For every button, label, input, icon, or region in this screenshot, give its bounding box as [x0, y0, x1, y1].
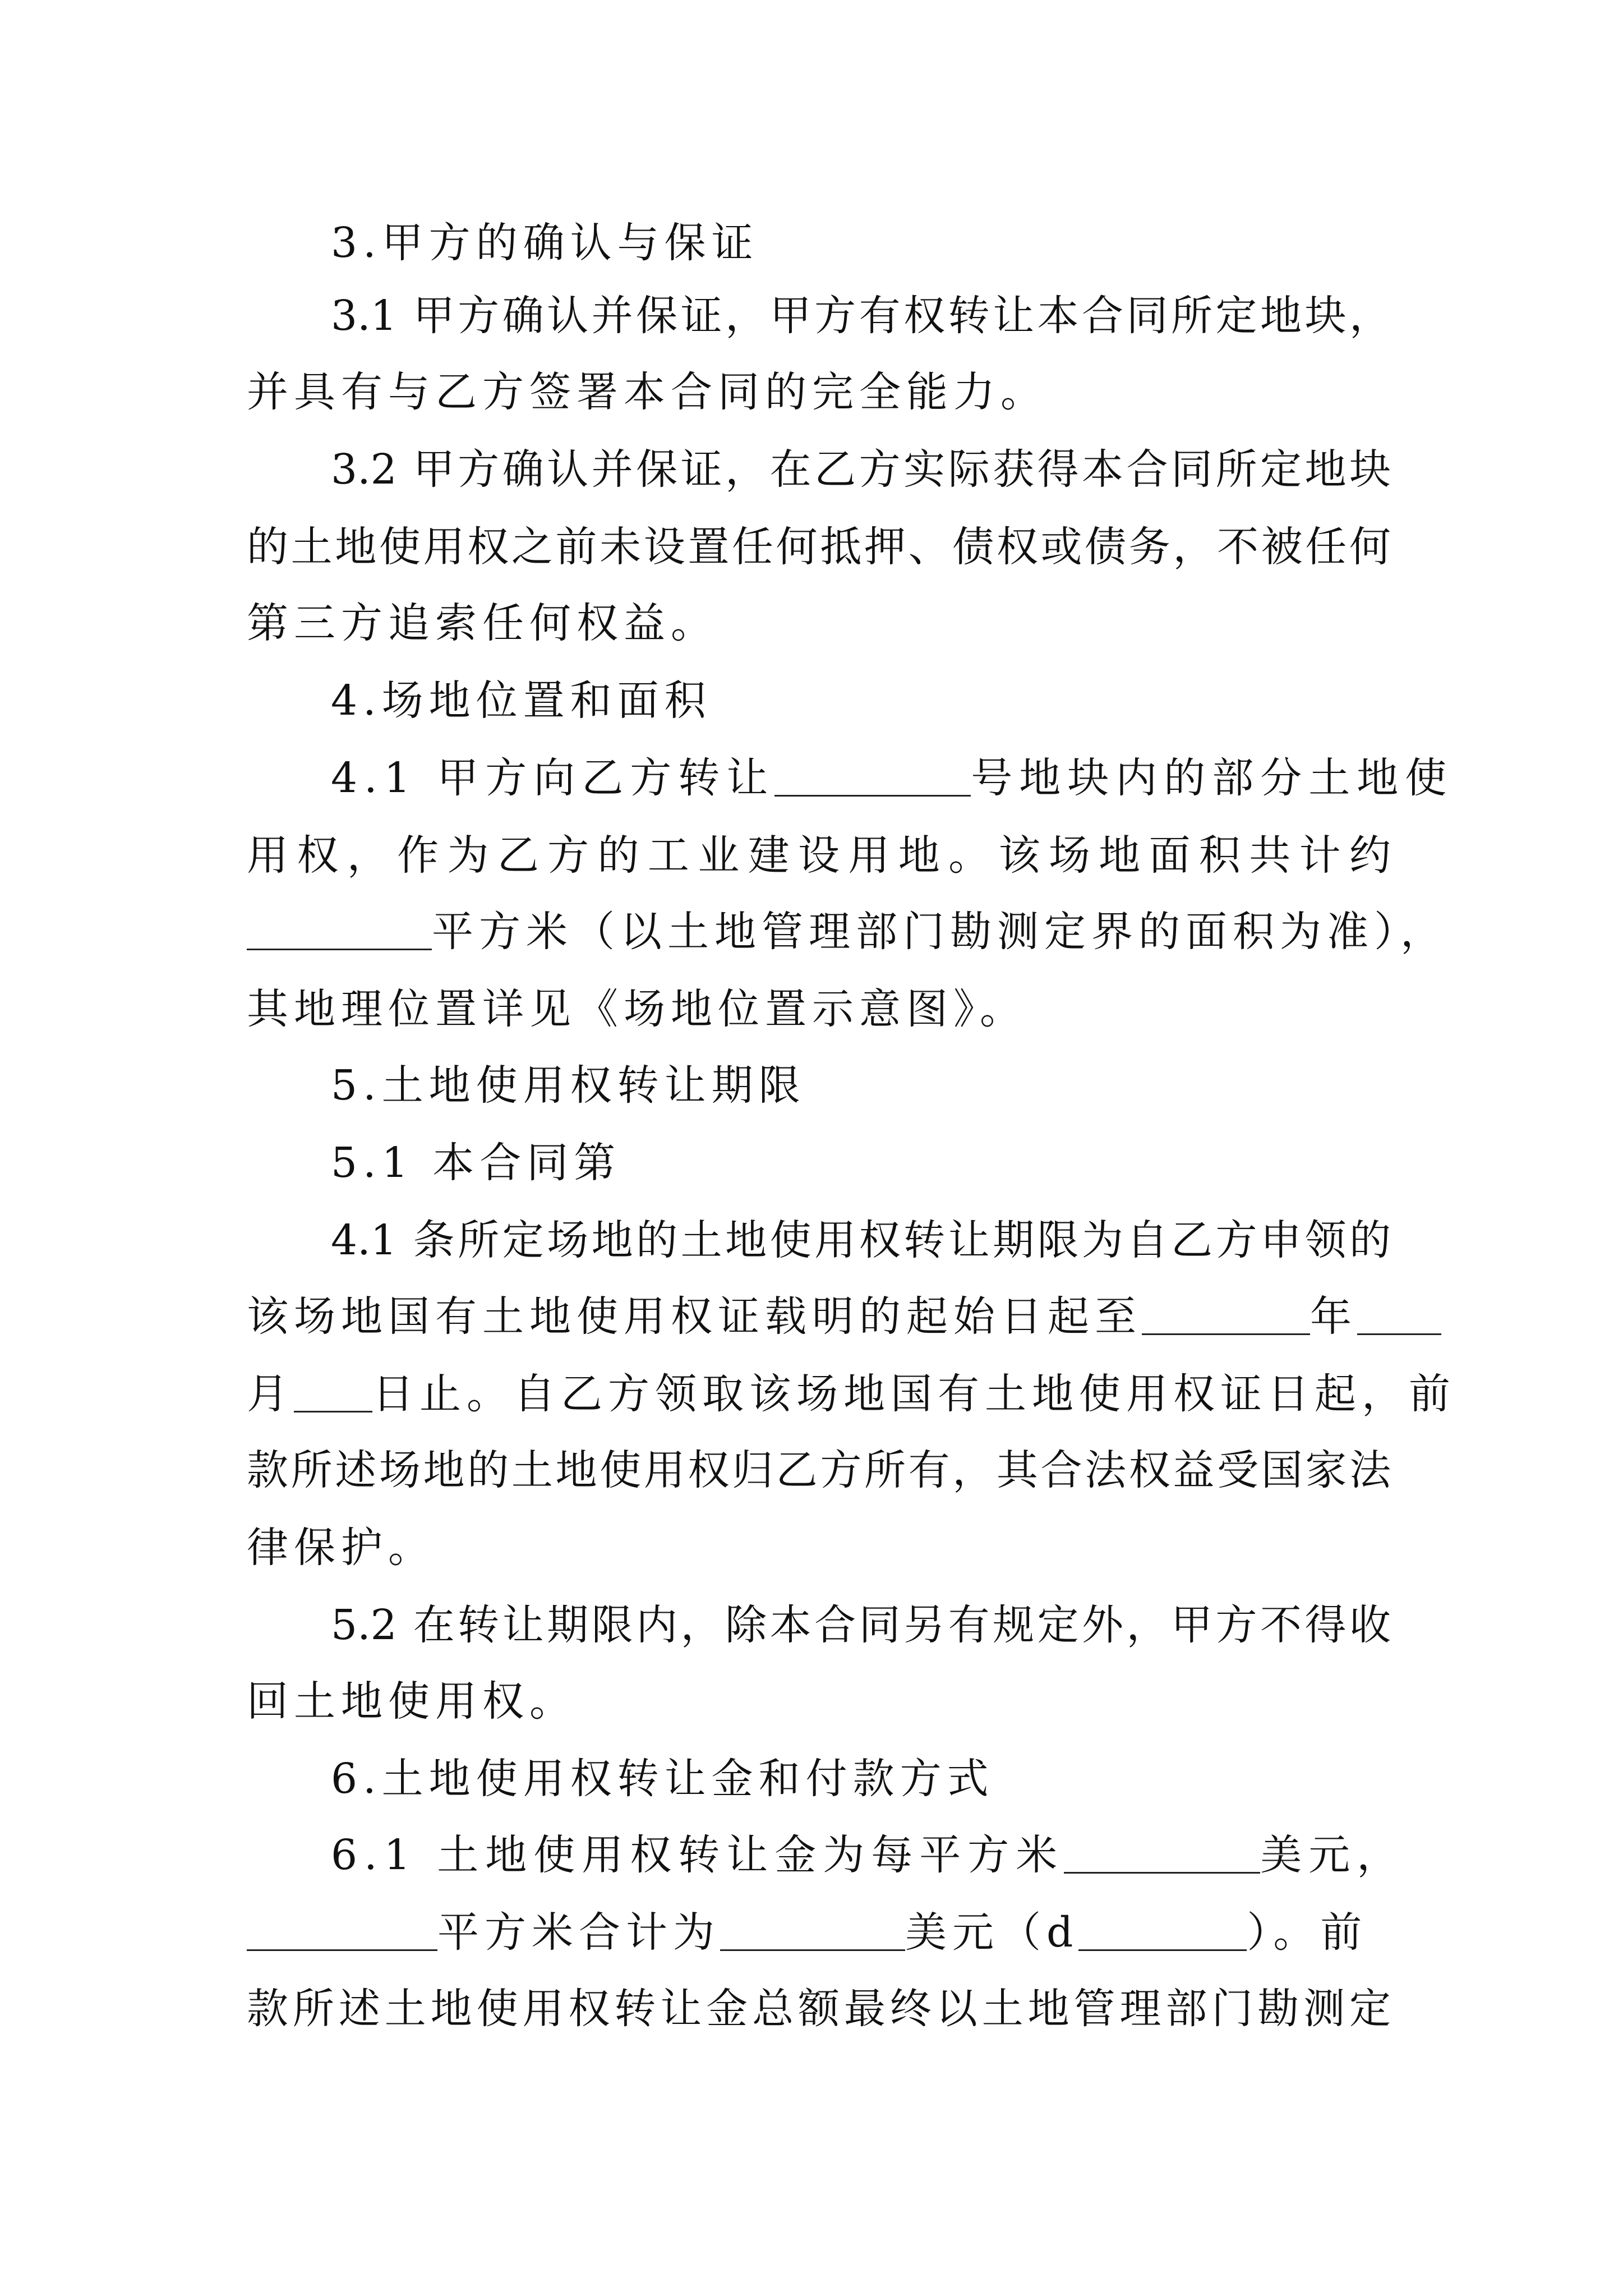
fill-blank-year[interactable]	[1142, 1292, 1310, 1335]
clause-3-2-line-3	[247, 592, 1391, 654]
clause-5-1-line-2	[331, 1209, 1391, 1271]
line-text: 5.土地使用权转让期限	[331, 1061, 806, 1110]
fill-blank-month[interactable]	[1357, 1292, 1441, 1335]
clause-5-1-line-1	[331, 1132, 1391, 1194]
line-text: 4.1 条所定场地的土地使用权转让期限为自乙方申领的	[331, 1216, 1391, 1264]
section-heading-6	[331, 1748, 1391, 1810]
line-text: 美元，	[1260, 1831, 1405, 1879]
section-heading-3	[331, 212, 1391, 274]
clause-5-2-line-2	[247, 1671, 1391, 1732]
section-heading-5	[331, 1055, 1391, 1116]
line-text: 3.2 甲方确认并保证，在乙方实际获得本合同所定地块	[331, 445, 1391, 494]
line-text: 平方米合计为	[437, 1908, 720, 1957]
line-text: 美元（d	[905, 1908, 1079, 1957]
line-text: 其地理位置详见《场地位置示意图》。	[247, 985, 1027, 1033]
line-text: 平方米（以土地管理部门勘测定界的面积为准），	[432, 908, 1447, 956]
clause-5-2-line-1	[331, 1594, 1391, 1656]
fill-blank-day[interactable]	[294, 1369, 372, 1412]
clause-3-2-line-1	[331, 439, 1391, 500]
line-text: 回土地使用权。	[247, 1677, 577, 1726]
line-text: 4.1 甲方向乙方转让	[331, 754, 775, 802]
line-text: 6.1 土地使用权转让金为每平方米	[331, 1831, 1064, 1879]
line-text: 3.甲方的确认与保证	[331, 219, 759, 267]
clause-3-2-line-2	[247, 516, 1391, 578]
line-text: 第三方追索任何权益。	[247, 599, 718, 647]
clause-6-1-line-3	[247, 1978, 1391, 2040]
line-text: 6.土地使用权转让金和付款方式	[331, 1755, 994, 1803]
line-text: 用权，作为乙方的工业建设用地。该场地面积共计约	[247, 831, 1391, 880]
clause-6-1-line-1	[331, 1824, 1405, 1886]
clause-4-1-line-3	[247, 901, 1447, 963]
clause-5-1-line-5	[247, 1439, 1391, 1501]
line-text: 款所述土地使用权转让金总额最终以土地管理部门勘测定	[247, 1985, 1391, 2033]
clause-4-1-line-4	[247, 978, 1391, 1040]
clause-5-1-line-6	[247, 1517, 1391, 1579]
fill-blank-total-amount[interactable]	[720, 1908, 905, 1951]
fill-blank-unit-price[interactable]	[1064, 1830, 1260, 1874]
line-text: 月	[247, 1370, 294, 1418]
section-heading-4	[331, 670, 1391, 731]
fill-blank-total-area[interactable]	[247, 1908, 437, 1951]
clause-5-1-line-4	[247, 1363, 1456, 1425]
clause-6-1-line-2	[247, 1902, 1391, 1963]
clause-4-1-line-2	[247, 825, 1391, 886]
line-text: 款所述场地的土地使用权归乙方所有，其合法权益受国家法	[247, 1446, 1391, 1494]
clause-4-1-line-1	[331, 747, 1454, 809]
fill-blank-amount-words[interactable]	[1078, 1908, 1247, 1951]
line-text: ）。前	[1247, 1908, 1368, 1957]
line-text: 并具有与乙方签署本合同的完全能力。	[247, 368, 1048, 416]
line-text: 号地块内的部分土地使	[971, 754, 1454, 802]
clause-5-1-line-3	[247, 1286, 1391, 1347]
line-text: 3.1 甲方确认并保证，甲方有权转让本合同所定地块，	[331, 292, 1391, 340]
line-text: 的土地使用权之前未设置任何抵押、债权或债务，不被任何	[247, 523, 1391, 571]
clause-3-1-line-1	[331, 285, 1391, 347]
line-text: 该场地国有土地使用权证载明的起始日起至	[247, 1292, 1142, 1341]
line-text: 年	[1310, 1292, 1357, 1341]
fill-blank-plot-number[interactable]	[774, 753, 971, 797]
line-text: 律保护。	[247, 1524, 435, 1572]
fill-blank-area[interactable]	[247, 907, 432, 950]
line-text: 5.1 本合同第	[331, 1139, 621, 1187]
clause-3-1-line-2	[247, 361, 1391, 423]
line-text: 日止。自乙方领取该场地国有土地使用权证日起，前	[372, 1370, 1456, 1418]
line-text: 4.场地位置和面积	[331, 677, 712, 725]
line-text: 5.2 在转让期限内，除本合同另有规定外，甲方不得收	[331, 1601, 1391, 1649]
